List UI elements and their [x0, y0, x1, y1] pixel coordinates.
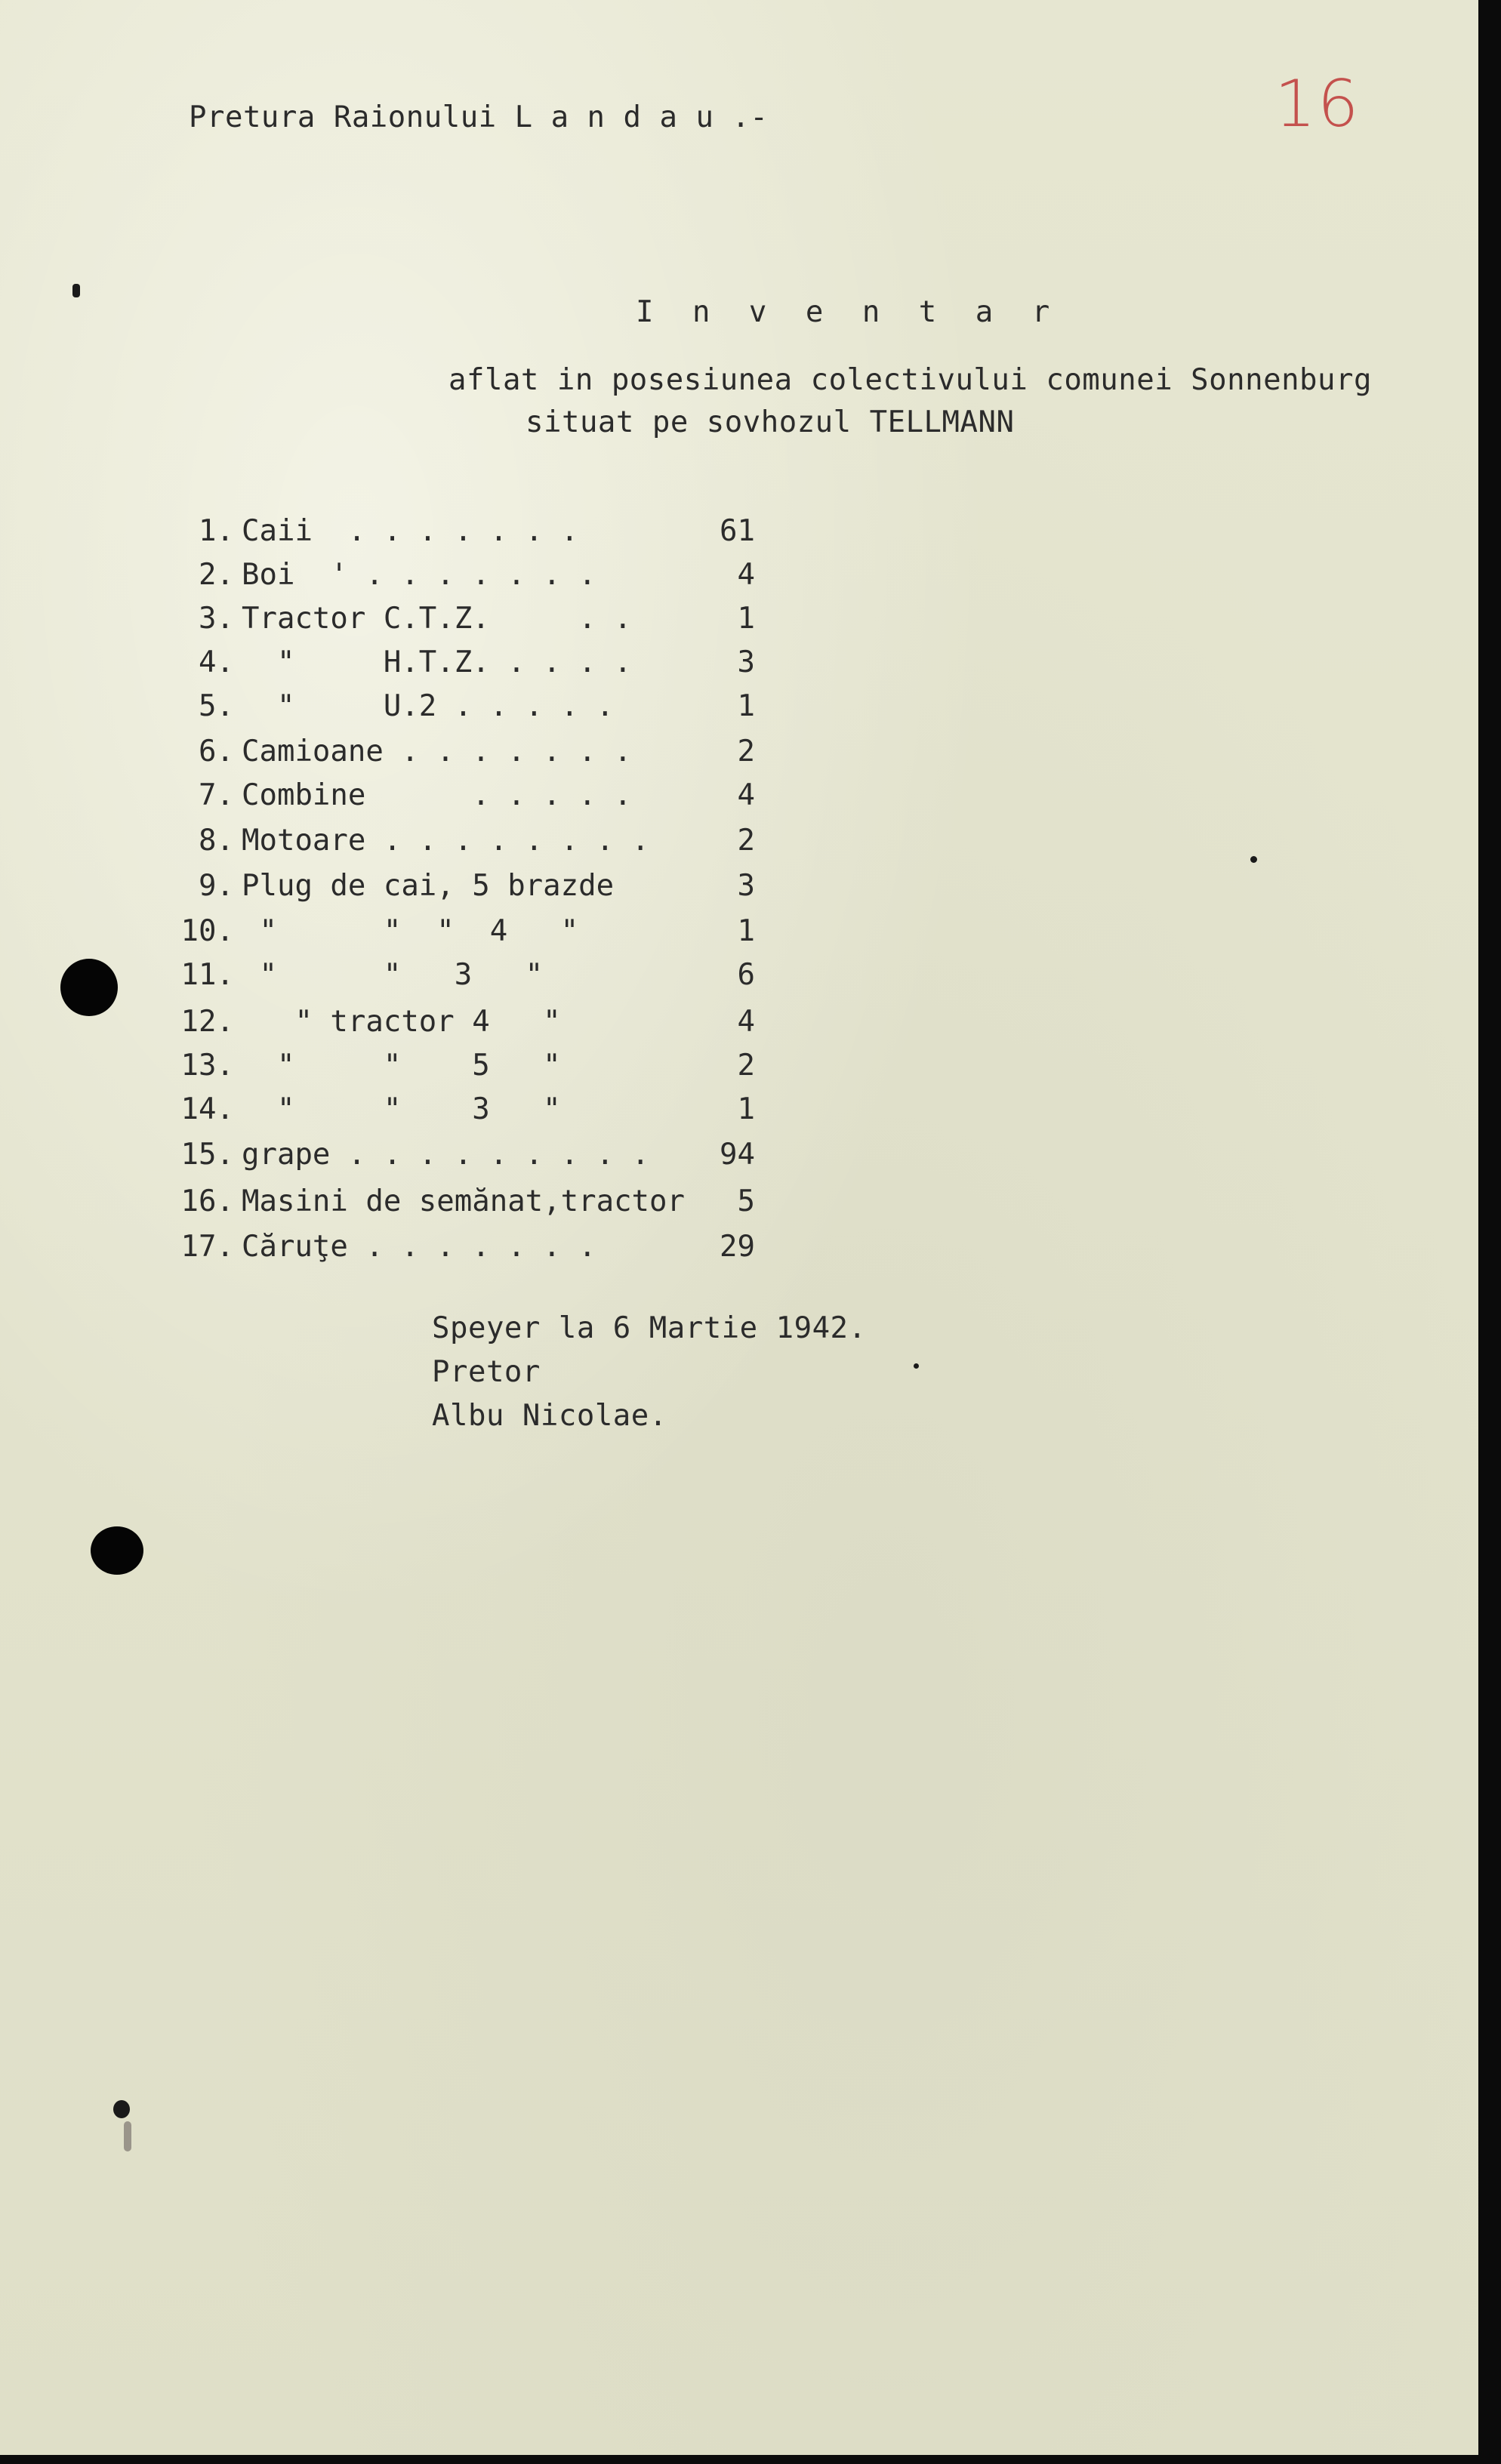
item-label: " " 5 " [242, 1049, 561, 1083]
item-quantity: 2 [737, 735, 755, 768]
item-number: 15. [180, 1138, 234, 1172]
signatory-name: Albu Nicolae. [432, 1399, 667, 1433]
item-quantity: 1 [737, 914, 755, 948]
item-number: 4. [199, 645, 234, 679]
item-quantity: 3 [737, 869, 755, 903]
signatory-role: Pretor [432, 1355, 541, 1389]
item-number: 17. [180, 1230, 234, 1264]
item-label: " " 3 " [242, 958, 544, 992]
item-label: Combine . . . . . [242, 778, 632, 812]
item-number: 8. [199, 824, 234, 858]
item-label: Caii . . . . . . . [242, 514, 579, 548]
item-label: Căruţe . . . . . . . [242, 1230, 596, 1264]
item-number: 13. [180, 1049, 234, 1083]
item-quantity: 1 [737, 1092, 755, 1126]
item-quantity: 94 [720, 1138, 755, 1172]
item-label: " H.T.Z. . . . . [242, 645, 632, 679]
scan-border [1478, 0, 1501, 2464]
item-number: 7. [199, 778, 234, 812]
punch-hole [60, 959, 118, 1016]
subtitle-line-2: situat pe sovhozul TELLMANN [526, 405, 1015, 439]
item-quantity: 2 [737, 824, 755, 858]
item-label: Boi ' . . . . . . . [242, 558, 596, 592]
ink-speck [914, 1363, 919, 1369]
item-quantity: 61 [720, 514, 755, 548]
item-number: 14. [180, 1092, 234, 1126]
item-number: 3. [199, 602, 234, 636]
item-label: Motoare . . . . . . . . [242, 824, 650, 858]
document-title: I n v e n t a r [636, 295, 1061, 329]
item-label: Camioane . . . . . . . [242, 735, 632, 768]
item-number: 9. [199, 869, 234, 903]
paper-tear [124, 2121, 131, 2151]
item-number: 6. [199, 735, 234, 768]
item-quantity: 4 [737, 1005, 755, 1039]
item-number: 12. [180, 1005, 234, 1039]
item-label: " " 3 " [242, 1092, 561, 1126]
item-number: 16. [180, 1184, 234, 1218]
item-number: 2. [199, 558, 234, 592]
item-label: " U.2 . . . . . [242, 689, 615, 723]
item-quantity: 3 [737, 645, 755, 679]
item-quantity: 4 [737, 778, 755, 812]
item-number: 10. [180, 914, 234, 948]
ink-speck [1250, 856, 1257, 863]
folio-number: 16 [1274, 66, 1361, 142]
scan-border [0, 2455, 1501, 2464]
item-quantity: 4 [737, 558, 755, 592]
item-quantity: 2 [737, 1049, 755, 1083]
punch-hole [91, 1526, 143, 1575]
item-quantity: 29 [720, 1230, 755, 1264]
item-number: 1. [199, 514, 234, 548]
item-label: Plug de cai, 5 brazde [242, 869, 615, 903]
item-quantity: 6 [737, 958, 755, 992]
item-quantity: 1 [737, 602, 755, 636]
item-number: 11. [180, 958, 234, 992]
item-label: " " " 4 " [242, 914, 579, 948]
item-label: Masini de semănat,tractor [242, 1184, 685, 1218]
place-and-date: Speyer la 6 Martie 1942. [432, 1311, 867, 1345]
item-label: grape . . . . . . . . . [242, 1138, 650, 1172]
ink-speck [113, 2100, 130, 2118]
item-label: Tractor C.T.Z. . . [242, 602, 632, 636]
item-quantity: 1 [737, 689, 755, 723]
item-label: " tractor 4 " [242, 1005, 561, 1039]
item-number: 5. [199, 689, 234, 723]
office-header: Pretura Raionului L a n d a u .- [189, 100, 769, 134]
item-quantity: 5 [737, 1184, 755, 1218]
subtitle-line-1: aflat in posesiunea colectivului comunei Sonnenburg [448, 363, 1372, 397]
ink-speck [72, 284, 80, 297]
